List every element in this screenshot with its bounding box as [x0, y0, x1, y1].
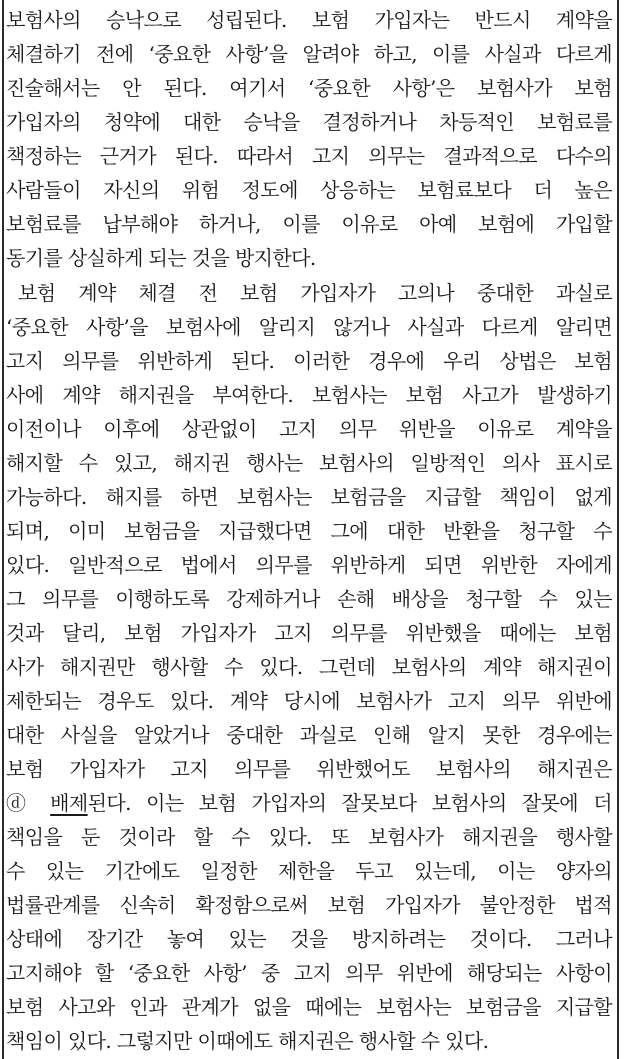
- text-line: 수 있는 기간에도 일정한 제한을 두고 있는데, 이는 양자의: [6, 859, 612, 883]
- text-line: 상태에 장기간 놓여 있는 것을 방지하려는 것이다. 그러나: [6, 927, 612, 951]
- text-line: 진술해서는 안 된다. 여기서 ‘중요한 사항’은 보험사가 보험: [6, 76, 612, 100]
- marked-line-rest: 된다. 이는 보험 가입자의 잘못보다 보험사의 잘못에 더: [87, 791, 612, 815]
- right-border-rule: [617, 0, 619, 1059]
- text-line: ‘중요한 사항’을 보험사에 알리지 않거나 사실과 다르게 알리면: [6, 315, 612, 339]
- text-line: 보험 계약 체결 전 보험 가입자가 고의나 중대한 과실로: [18, 281, 612, 305]
- text-line: 책정하는 근거가 된다. 따라서 고지 의무는 결과적으로 다수의: [6, 144, 612, 168]
- text-line: 있다. 일반적으로 법에서 의무를 위반하게 되면 위반한 자에게: [6, 553, 612, 577]
- text-line: 가능하다. 해지를 하면 보험사는 보험금을 지급할 책임이 없게: [6, 485, 612, 509]
- underlined-word: 배제: [50, 791, 88, 815]
- circled-marker-d: ⓓ: [6, 791, 35, 815]
- text-line: 책임이 있다. 그렇지만 이때에도 해지권은 행사할 수 있다.: [6, 1029, 489, 1053]
- text-line: 법률관계를 신속히 확정함으로써 보험 가입자가 불안정한 법적: [6, 893, 612, 917]
- text-line: 것과 달리, 보험 가입자가 고지 의무를 위반했을 때에는 보험: [6, 621, 612, 645]
- text-line: 고지 의무를 위반하게 된다. 이러한 경우에 우리 상법은 보험: [6, 349, 612, 373]
- text-line: 보험 사고와 인과 관계가 없을 때에는 보험사는 보험금을 지급할: [6, 995, 612, 1019]
- text-line: 해지할 수 있고, 해지권 행사는 보험사의 일방적인 의사 표시로: [6, 451, 612, 475]
- text-line: 고지해야 할 ‘중요한 사항’ 중 고지 의무 위반에 해당되는 사항이: [6, 961, 612, 985]
- marked-text-line: [6, 786, 612, 820]
- text-line: 책임을 둔 것이라 할 수 있다. 또 보험사가 해지권을 행사할: [6, 825, 612, 849]
- text-line: 사가 해지권만 행사할 수 있다. 그런데 보험사의 계약 해지권이: [6, 655, 612, 679]
- text-line: 보험 가입자가 고지 의무를 위반했어도 보험사의 해지권은: [6, 757, 612, 781]
- text-line: 되며, 이미 보험금을 지급했다면 그에 대한 반환을 청구할 수: [6, 519, 612, 543]
- text-line: 제한되는 경우도 있다. 계약 당시에 보험사가 고지 의무 위반에: [6, 689, 612, 713]
- text-line: 동기를 상실하게 되는 것을 방지한다.: [6, 246, 316, 270]
- text-line: 체결하기 전에 ‘중요한 사항’을 알려야 하고, 이를 사실과 다르게: [6, 42, 612, 66]
- text-line: 사에 계약 해지권을 부여한다. 보험사는 보험 사고가 발생하기: [6, 383, 612, 407]
- text-line: 보험료를 납부해야 하거나, 이를 이유로 아예 보험에 가입할: [6, 212, 612, 236]
- text-line: 보험사의 승낙으로 성립된다. 보험 가입자는 반드시 계약을: [6, 8, 612, 32]
- left-border-rule: [2, 0, 4, 1059]
- text-line: 사람들이 자신의 위험 정도에 상응하는 보험료보다 더 높은: [6, 178, 612, 202]
- text-line: 가입자의 청약에 대한 승낙을 결정하거나 차등적인 보험료를: [6, 110, 612, 134]
- text-line: 그 의무를 이행하도록 강제하거나 손해 배상을 청구할 수 있는: [6, 587, 612, 611]
- text-line: 대한 사실을 알았거나 중대한 과실로 인해 알지 못한 경우에는: [6, 723, 612, 747]
- text-line: 이전이나 이후에 상관없이 고지 의무 위반을 이유로 계약을: [6, 417, 612, 441]
